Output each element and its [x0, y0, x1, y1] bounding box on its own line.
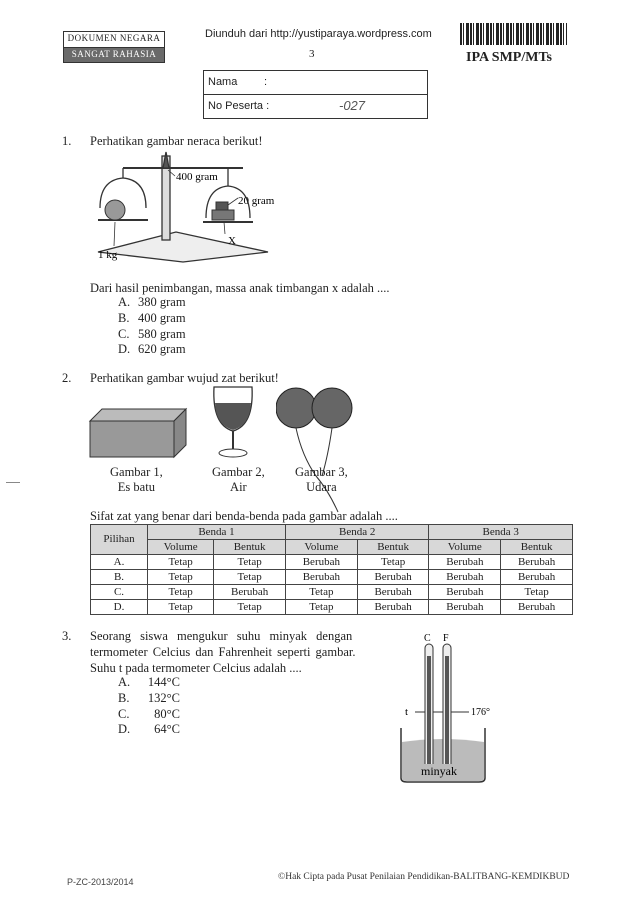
balloons-figure	[276, 386, 356, 522]
subhead: Volume	[148, 540, 214, 555]
q1-prompt: Perhatikan gambar neraca berikut!	[90, 134, 263, 148]
table-cell: Berubah	[429, 555, 501, 570]
subject-label: IPA SMP/MTs	[466, 50, 552, 65]
table-cell: Tetap	[357, 555, 429, 570]
footer-copyright: ©Hak Cipta pada Pusat Penilaian Pendidikan-BALITBANG-KEMDIKBUD	[278, 872, 570, 882]
footer-code: P-ZC-2013/2014	[67, 877, 134, 887]
caption-air: Gambar 3, Udara	[295, 465, 348, 494]
weight-1kg	[105, 200, 125, 220]
table-cell: Berubah	[429, 570, 501, 585]
table-cell: Tetap	[214, 555, 286, 570]
row-option: A.	[91, 555, 148, 570]
weight-20g	[216, 202, 228, 210]
table-cell: Berubah	[214, 585, 286, 600]
caption-ice: Gambar 1, Es batu	[110, 465, 163, 494]
table-cell: Tetap	[148, 600, 214, 615]
subhead: Volume	[285, 540, 357, 555]
table-head-benda-3: Benda 3	[429, 525, 573, 540]
table-head-benda-1: Benda 1	[148, 525, 286, 540]
label-176: 176°	[471, 707, 490, 718]
row-option: B.	[91, 570, 148, 585]
table-cell: Tetap	[214, 570, 286, 585]
page-number: 3	[309, 48, 315, 60]
barcode	[460, 23, 567, 45]
label-x: X	[228, 235, 236, 247]
q3-option-c: C. 80°C	[118, 706, 180, 721]
label-t: t	[405, 706, 409, 718]
table-head-pilihan: Pilihan	[91, 525, 148, 555]
table-cell: Berubah	[429, 585, 501, 600]
margin-mark	[6, 482, 20, 483]
row-option: D.	[91, 600, 148, 615]
table-cell: Berubah	[501, 555, 573, 570]
subhead: Bentuk	[357, 540, 429, 555]
table-cell: Tetap	[501, 585, 573, 600]
q1-option-c: C. 580 gram	[118, 326, 186, 341]
table-subhead-row	[91, 540, 573, 555]
peserta-label: No Peserta :	[208, 100, 270, 112]
q3-number: 3.	[62, 629, 72, 643]
table-cell: Berubah	[429, 600, 501, 615]
q2-prompt: Perhatikan gambar wujud zat berikut!	[90, 371, 279, 385]
label-c: C	[424, 633, 431, 644]
label-400-gram: 400 gram	[176, 171, 218, 183]
q3-option-a: A. 144°C	[118, 675, 180, 689]
table-cell: Tetap	[148, 570, 214, 585]
caption-water: Gambar 2, Air	[212, 465, 265, 494]
table-cell: Berubah	[285, 555, 357, 570]
table-cell: Tetap	[148, 585, 214, 600]
properties-table	[90, 524, 573, 615]
table-cell: Tetap	[285, 600, 357, 615]
row-option: C.	[91, 585, 148, 600]
q1-option-a: A. 380 gram	[118, 295, 186, 309]
table-head-benda-2: Benda 2	[285, 525, 428, 540]
subhead: Bentuk	[501, 540, 573, 555]
doc-label-negara: DOKUMEN NEGARA	[64, 32, 164, 48]
label-f: F	[443, 633, 449, 644]
weight-x	[212, 210, 234, 220]
table-cell: Tetap	[285, 585, 357, 600]
q1-option-b: B. 400 gram	[118, 310, 186, 325]
wine-glass-figure	[210, 385, 256, 460]
table-cell: Berubah	[501, 570, 573, 585]
q3-option-b: B. 132°C	[118, 690, 180, 705]
table-row	[91, 585, 573, 600]
table-head-row	[91, 525, 573, 540]
table-cell: Tetap	[148, 555, 214, 570]
q2-question: Sifat zat yang benar dari benda-benda pada gambar adalah ....	[90, 509, 398, 523]
q2-number: 2.	[62, 371, 72, 385]
q1-options	[118, 295, 186, 358]
table-row	[91, 600, 573, 615]
identity-box	[203, 70, 428, 119]
table-cell: Berubah	[285, 570, 357, 585]
nama-label: Nama	[208, 76, 238, 88]
table-cell: Berubah	[357, 585, 429, 600]
q3-line-3: Suhu t pada termometer Celcius adalah ....	[90, 661, 302, 675]
doc-label-box	[63, 31, 165, 63]
subhead: Bentuk	[214, 540, 286, 555]
q3-line-1: Seorang siswa mengukur suhu minyak dengan	[90, 629, 353, 643]
table-row	[91, 555, 573, 570]
label-20-gram: 20 gram	[238, 195, 275, 207]
q1-option-d: D. 620 gram	[118, 342, 186, 357]
q3-option-d: D. 64°C	[118, 722, 180, 737]
thermometer-figure	[395, 632, 505, 784]
doc-label-rahasia: SANGAT RAHASIA	[64, 48, 164, 62]
q3-line-2: termometer Celcius dan Fahrenheit seperti gambar.	[90, 645, 356, 659]
table-cell: Tetap	[214, 600, 286, 615]
table-cell: Berubah	[357, 600, 429, 615]
ice-block-figure	[88, 407, 188, 459]
table-cell: Berubah	[501, 600, 573, 615]
q1-number: 1.	[62, 134, 72, 148]
q3-options	[118, 675, 180, 738]
nama-row	[204, 71, 427, 95]
subhead: Volume	[429, 540, 501, 555]
peserta-value: -027	[339, 98, 366, 113]
table-cell: Berubah	[357, 570, 429, 585]
label-minyak: minyak	[421, 764, 457, 778]
balance-figure	[88, 150, 293, 265]
label-1-kg: 1 kg	[98, 249, 118, 261]
table-row	[91, 570, 573, 585]
q1-question: Dari hasil penimbangan, massa anak timbangan x adalah ....	[90, 281, 390, 295]
nama-separator: :	[264, 76, 268, 88]
source-url[interactable]: Diunduh dari http://yustiparaya.wordpress.com	[205, 28, 432, 40]
